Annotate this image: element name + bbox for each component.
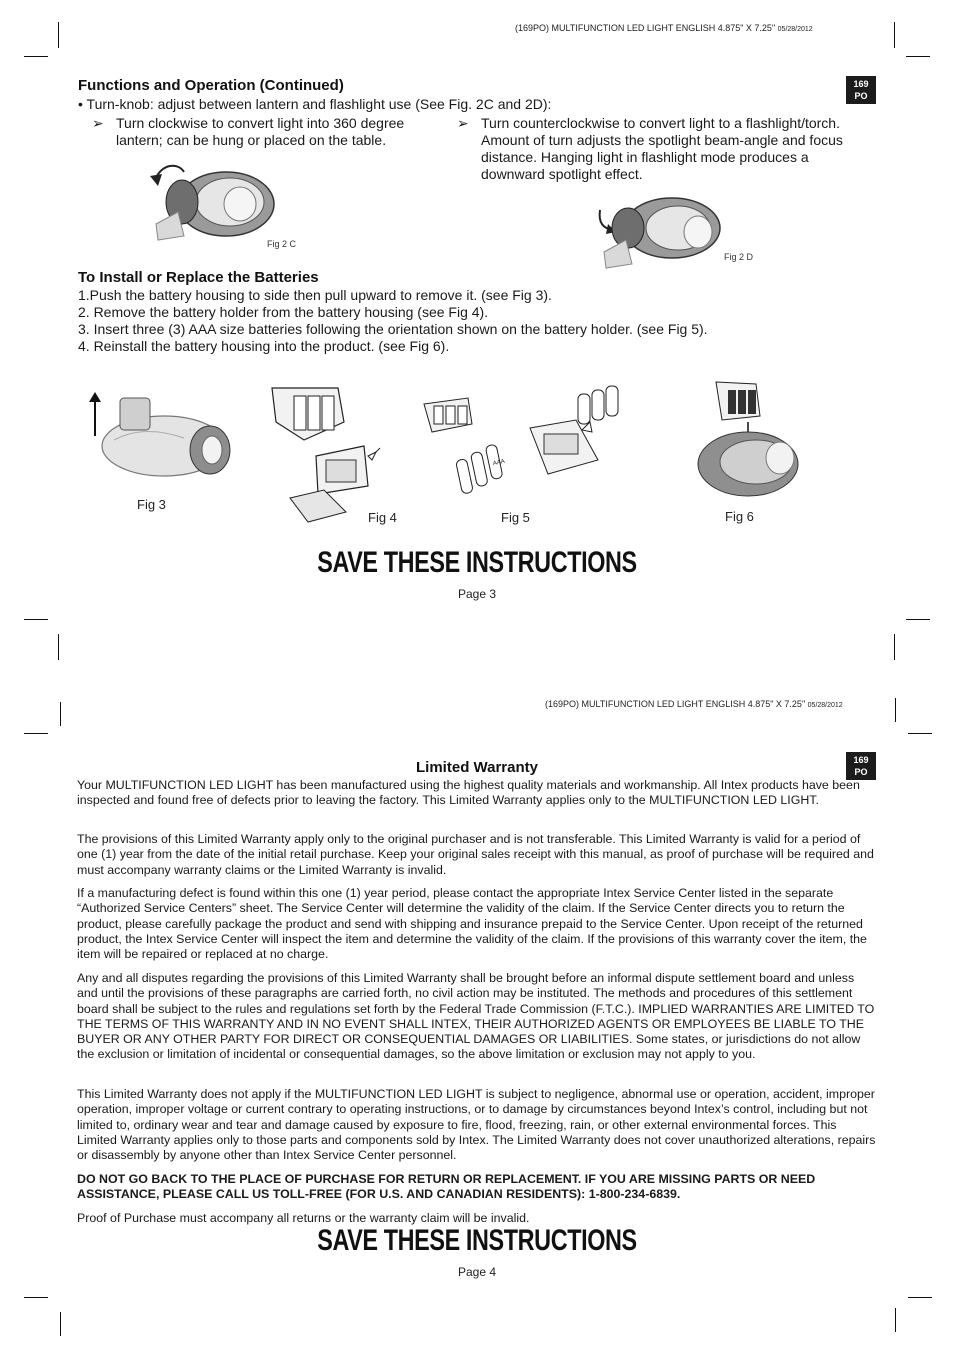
fig-2c-caption: Fig 2 C [267,239,297,249]
counterclockwise-text [481,115,871,183]
proof-of-purchase-text: Proof of Purchase must accompany all returns or the warranty claim will be invalid. [77,1211,530,1225]
bullet-arrow: ➢ [92,115,104,131]
battery-steps [78,287,878,355]
fig-2d-flashlight-illustration [594,194,724,268]
clockwise-line: Turn clockwise to convert light into 360 degree [116,115,405,131]
page-number: Page 4 [457,1265,497,1279]
bullet-arrow: ➢ [457,115,469,131]
warranty-paragraph: If a manufacturing defect is found within this one (1) year period, please contact the appropriate Intex Service Center listed in the separate “Authorized Service Centers” sheet. The Service Center will determine the validity of the claim. If the Service Center directs you to return the product, please carefully package the product and send with shipping and insurance prepaid to the Service Center. Upon receipt of the returned product, the Intex Service Center will inspect the item and determine the validity of the claim. If the provisions of this warranty cover the item, the item will be repaired or replaced at no charge. [77,886,867,962]
header-code: (169PO) MULTIFUNCTION LED LIGHT ENGLISH 4.875" X 7.25" [515,23,776,33]
fig-2c-lantern-illustration [148,158,278,240]
warranty-paragraph: This Limited Warranty does not apply if the MULTIFUNCTION LED LIGHT is subject to negligence, abnormal use or operation, accident, improper operation, improper voltage or current contrary to operating instructions, or to damage by circumstances beyond Intex’s control, including but not limited to, ordinary wear and tear and damage caused by exposure to fire, flood, freezing, rain, or other external environmental forces. This Limited Warranty applies only to those parts and components sold by Intex. The Limited Warranty does not cover unauthorized alterations, repairs or disassembly by anyone other than Intex Service Center personnel. [77,1087,876,1163]
battery-step: 2. Remove the battery holder from the battery housing (see Fig 4). [78,304,489,320]
header-date: 05/28/2012 [777,26,813,33]
battery-label: AAA [492,458,506,468]
battery-step: 4. Reinstall the battery housing into the product. (see Fig 6). [78,338,450,354]
warranty-title: Limited Warranty [416,759,538,776]
fig-5-insert-batteries-illustration [422,384,638,496]
clockwise-line: lantern; can be hung or placed on the table. [116,132,387,148]
badge-number: 169 [853,79,869,89]
turn-knob-text: • Turn-knob: adjust between lantern and flashlight use (See Fig. 2C and 2D): [78,96,552,112]
page-header [515,23,813,33]
fig-2d-caption: Fig 2 D [724,252,754,262]
toll-free-notice: DO NOT GO BACK TO THE PLACE OF PURCHASE FOR RETURN OR REPLACEMENT. IF YOU ARE MISSING PARTS OR NEED ASSISTANCE, PLEASE CALL US TOLL-FREE (FOR U.S. AND CANADIAN RESIDENTS): 1-800-234-6839. [77,1172,816,1202]
warranty-paragraph: Any and all disputes regarding the provisions of this Limited Warranty shall be brought before an informal dispute settlement board and unless and until the provisions of these paragraphs are carried forth, no civil action may be instituted. The methods and procedures of this settlement board shall be subject to the rules and regulations set forth by the Federal Trade Commission (F.T.C.). IMPLIED WARRANTIES ARE LIMITED TO THE TERMS OF THIS WARRANTY AND IN NO EVENT SHALL INTEX, THEIR AUTHORIZED AGENTS OR EMPLOYEES BE LIABLE TO THE BUYER OR ANY OTHER PARTY FOR DIRECT OR CONSEQUENTIAL DAMAGES OR LIABILITIES. Some states, or jurisdictions do not allow the exclusion or limitation of incidental or consequential damages, so the above limitation or exclusion may not apply to you. [77,971,875,1062]
counterclockwise-line: downward spotlight effect. [481,166,643,182]
save-instructions-heading: SAVE THESE INSTRUCTIONS [317,1224,637,1257]
fig-4-battery-holder-illustration [268,382,388,524]
warranty-paragraph: The provisions of this Limited Warranty apply only to the original purchaser and is not transferable. This Limited Warranty is valid for a period of one (1) year from the date of the initial retail purchase. Keep your original sales receipt with this manual, as proof of purchase will be required and must accompany warranty claims or the Limited Warranty is invalid. [77,832,874,877]
counterclockwise-line: distance. Hanging light in flashlight mode produces a [481,149,809,165]
fig-3-caption: Fig 3 [137,497,166,512]
model-badge [846,76,876,104]
functions-title: Functions and Operation (Continued) [78,77,344,94]
battery-step: 1.Push the battery housing to side then pull upward to remove it. (see Fig 3). [78,287,552,303]
fig-6-reinstall-housing-illustration [694,378,806,498]
warranty-paragraph: Your MULTIFUNCTION LED LIGHT has been manufactured using the highest quality materials and workmanship. All Intex products have been inspected and found free of defects prior to leaving the factory. This Limited Warranty applies only to the MULTIFUNCTION LED LIGHT. [77,778,860,808]
fig-3-remove-housing-illustration [84,390,234,485]
clockwise-text [116,115,456,149]
page-header [545,699,843,709]
header-code: (169PO) MULTIFUNCTION LED LIGHT ENGLISH 4.875" X 7.25" [545,699,806,709]
battery-title: To Install or Replace the Batteries [78,269,319,286]
page-number: Page 3 [457,587,497,601]
fig-5-caption: Fig 5 [501,510,530,525]
fig-4-caption: Fig 4 [368,510,397,525]
badge-suffix: PO [854,91,868,101]
fig-6-caption: Fig 6 [725,509,754,524]
counterclockwise-line: Amount of turn adjusts the spotlight beam-angle and focus [481,132,843,148]
save-instructions-heading: SAVE THESE INSTRUCTIONS [317,546,637,579]
badge-number: 169 [853,755,869,765]
badge-suffix: PO [854,767,868,777]
counterclockwise-line: Turn counterclockwise to convert light to a flashlight/torch. [481,115,840,131]
battery-step: 3. Insert three (3) AAA size batteries following the orientation shown on the battery holder. (see Fig 5). [78,321,708,337]
header-date: 05/28/2012 [807,702,843,709]
